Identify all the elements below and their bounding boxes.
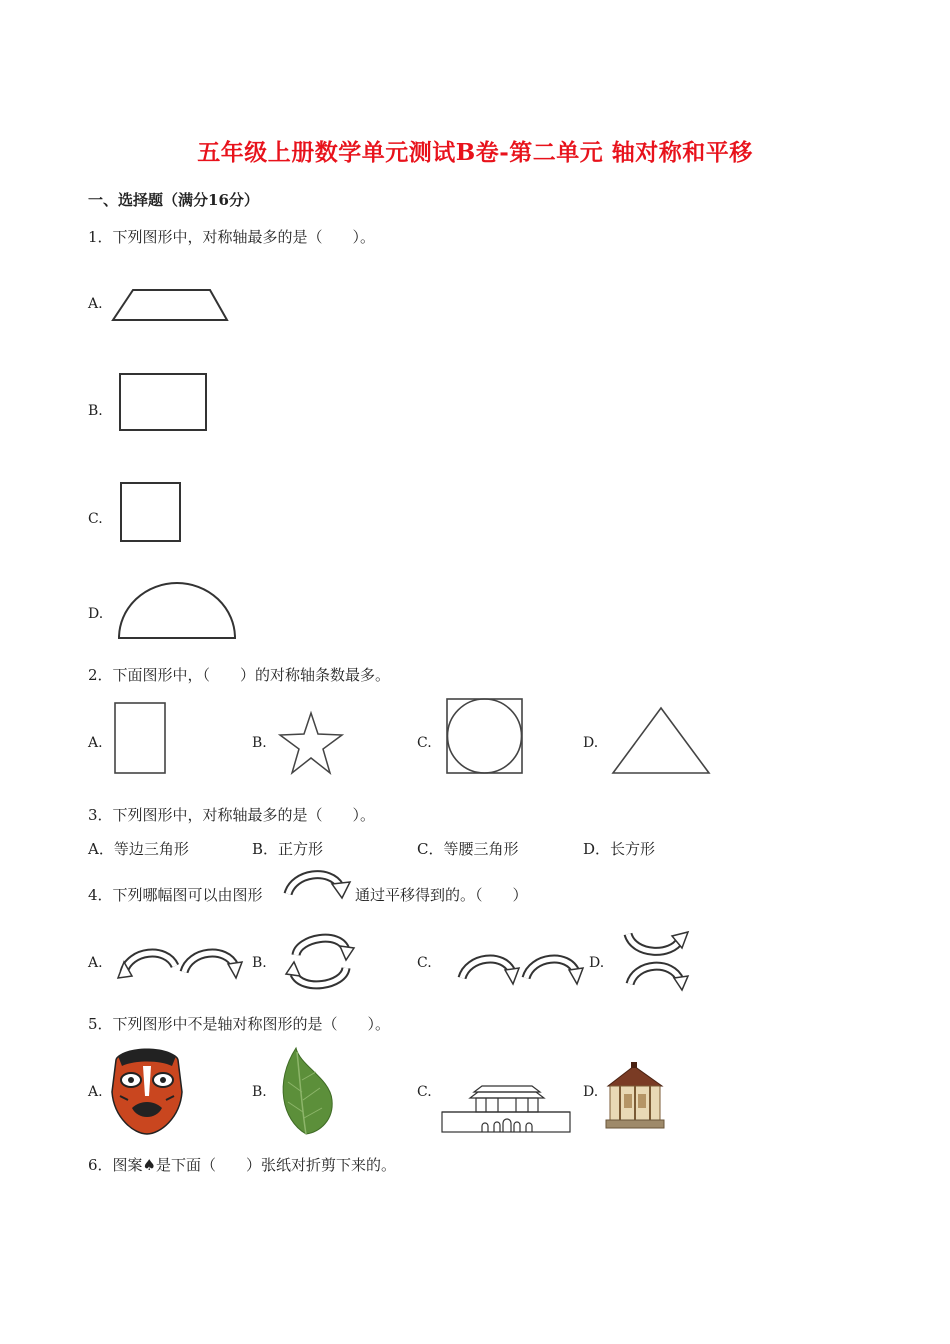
question-1: 1．下列图形中，对称轴最多的是（ ）。: [88, 228, 376, 246]
q5-option-a-label[interactable]: A.: [88, 1084, 103, 1100]
q3-option-c[interactable]: C．等腰三角形: [417, 840, 519, 858]
q5-option-c-label[interactable]: C.: [417, 1084, 432, 1100]
question-2: 2．下面图形中，（ ）的对称轴条数最多。: [88, 666, 391, 684]
section-heading: 一、选择题（满分16分）: [88, 191, 259, 209]
q1-option-c-label[interactable]: C.: [88, 511, 103, 527]
q1-option-d-label[interactable]: D.: [88, 606, 104, 622]
question-6: 6．图案♠是下面（ ）张纸对折剪下来的。: [88, 1156, 396, 1174]
question-5: 5．下列图形中不是轴对称图形的是（ ）。: [88, 1015, 391, 1033]
q3-option-a[interactable]: A．等边三角形: [88, 840, 189, 858]
q2-option-b-label[interactable]: B.: [252, 735, 267, 751]
q3-option-d[interactable]: D．长方形: [583, 840, 656, 858]
q2-option-d-label[interactable]: D.: [583, 735, 599, 751]
q4-option-c-label[interactable]: C.: [417, 955, 432, 971]
q4-option-d-label[interactable]: D.: [589, 955, 605, 971]
q4-option-a-label[interactable]: A.: [88, 955, 103, 971]
q5-option-d-label[interactable]: D.: [583, 1084, 599, 1100]
q3-option-b[interactable]: B．正方形: [252, 840, 324, 858]
question-4-part1: 4．下列哪幅图可以由图形: [88, 886, 263, 904]
page-title: 五年级上册数学单元测试B卷-第二单元 轴对称和平移: [197, 139, 753, 166]
q2-option-c-label[interactable]: C.: [417, 735, 432, 751]
q1-option-a-label[interactable]: A.: [88, 296, 103, 312]
q4-option-b-label[interactable]: B.: [252, 955, 267, 971]
q5-option-b-label[interactable]: B.: [252, 1084, 267, 1100]
question-4-part2: 通过平移得到的。（ ）: [355, 886, 528, 904]
q2-option-a-label[interactable]: A.: [88, 735, 103, 751]
q1-option-b-label[interactable]: B.: [88, 403, 103, 419]
question-3: 3．下列图形中，对称轴最多的是（ ）。: [88, 806, 376, 824]
